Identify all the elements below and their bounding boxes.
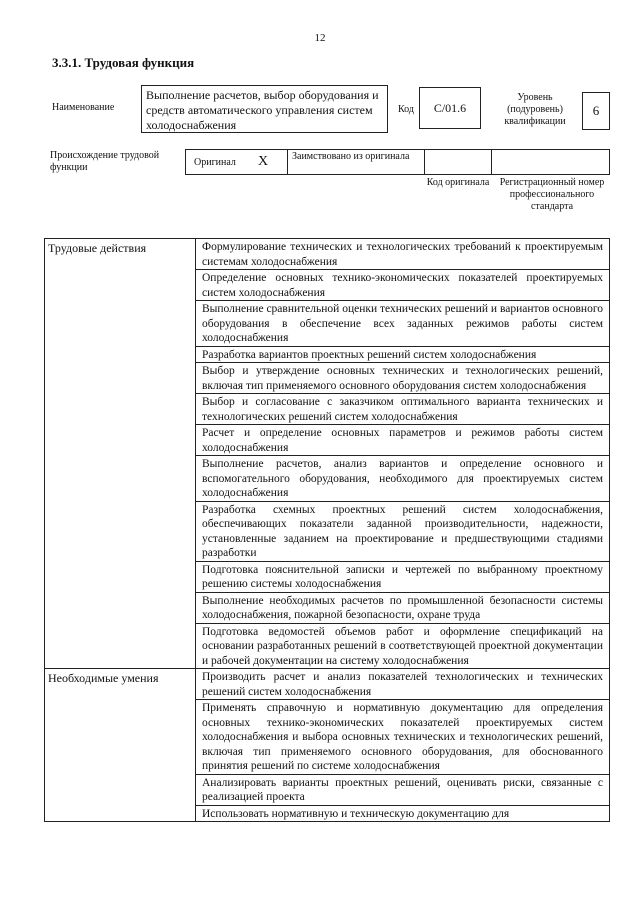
list-item: Выбор и согласование с заказчиком оптимального варианта технических и технологических решений систем холодоснабжения (196, 394, 609, 425)
function-name-box (141, 85, 388, 133)
list-item: Выполнение необходимых расчетов по промышленной безопасности системы холодоснабжения, пожарной безопасности, охране труда (196, 593, 609, 624)
code-label: Код (398, 104, 414, 115)
section-label: Необходимые умения (45, 669, 196, 822)
list-item: Разработка схемных проектных решений систем холодоснабжения, обеспечивающих показатели заданной производительности, надежности, установленные заданием на проектирование и предшествующими стадиями разработки (196, 502, 609, 562)
original-label: Оригинал (194, 157, 236, 168)
list-item: Использовать нормативную и техническую документацию для (202, 807, 510, 820)
list-item: Применять справочную и нормативную документацию для определения основных технико-экономических показателей проектируемых систем холодоснабжения и выбора основных технических и технологических решений, включая тип применяемого основного оборудования, для обоснованного принятия решений по системе холодоснабжения (196, 700, 609, 775)
original-mark: X (258, 154, 269, 169)
list-item: Производить расчет и анализ показателей технологических и технических решений систем холодоснабжения (196, 669, 609, 700)
page-number: 12 (314, 32, 326, 44)
borrowed-label: Заимствовано из оригинала (292, 151, 410, 162)
reg-number-caption: Регистрационный номер профессионального стандарта (499, 177, 605, 212)
list-item: Расчет и определение основных параметров и режимов работы систем холодоснабжения (196, 425, 609, 456)
section-items (196, 669, 610, 822)
list-item: Анализировать варианты проектных решений, оценивать риски, связанные с реализацией проекта (196, 775, 609, 806)
level-box (582, 92, 610, 130)
list-item: Выполнение расчетов, анализ вариантов и определение основного и вспомогательного оборудования, необходимого для проектируемых систем холодоснабжения (196, 456, 609, 502)
original-code-caption: Код оригинала (426, 177, 490, 188)
list-item: Выбор и утверждение основных технических и технологических решений, включая тип применяемого основного оборудования систем холодоснабжения (196, 363, 609, 394)
section-title: 3.3.1. Трудовая функция (52, 55, 195, 70)
list-item: Подготовка ведомостей объемов работ и оформление спецификаций на основании разработанных решений в соответствующей проектной документации и рабочей документации на систему холодоснабжения (202, 625, 603, 667)
divider (491, 150, 492, 174)
list-item: Формулирование технических и технологических требований к проектируемым системам холодоснабжения (196, 239, 609, 270)
level-label: Уровень (подуровень) квалификации (504, 92, 566, 127)
list-item: Разработка вариантов проектных решений систем холодоснабжения (196, 347, 609, 364)
origin-row (185, 149, 610, 175)
code-box (419, 87, 481, 129)
divider (424, 150, 425, 174)
list-item: Подготовка пояснительной записки и чертежей по выбранному проектному решению системы холодоснабжения (196, 562, 609, 593)
list-item: Выполнение сравнительной оценки технических решений и вариантов основного оборудования в обеспечение всех заданных режимов работы систем холодоснабжения (196, 301, 609, 347)
level-value: 6 (592, 103, 600, 118)
origin-label: Происхождение трудовой функции (50, 150, 160, 173)
section-items (196, 239, 610, 669)
section-row (45, 669, 610, 822)
name-label: Наименование (52, 102, 115, 113)
code-value: C/01.6 (433, 100, 467, 115)
function-details-table (44, 238, 610, 822)
divider (287, 150, 288, 174)
section-row (45, 239, 610, 669)
list-item: Определение основных технико-экономических показателей проектируемых систем холодоснабжения (196, 270, 609, 301)
function-name: Выполнение расчетов, выбор оборудования и средств автоматического управления систем холодоснабжения (146, 88, 379, 132)
section-label: Трудовые действия (45, 239, 196, 669)
